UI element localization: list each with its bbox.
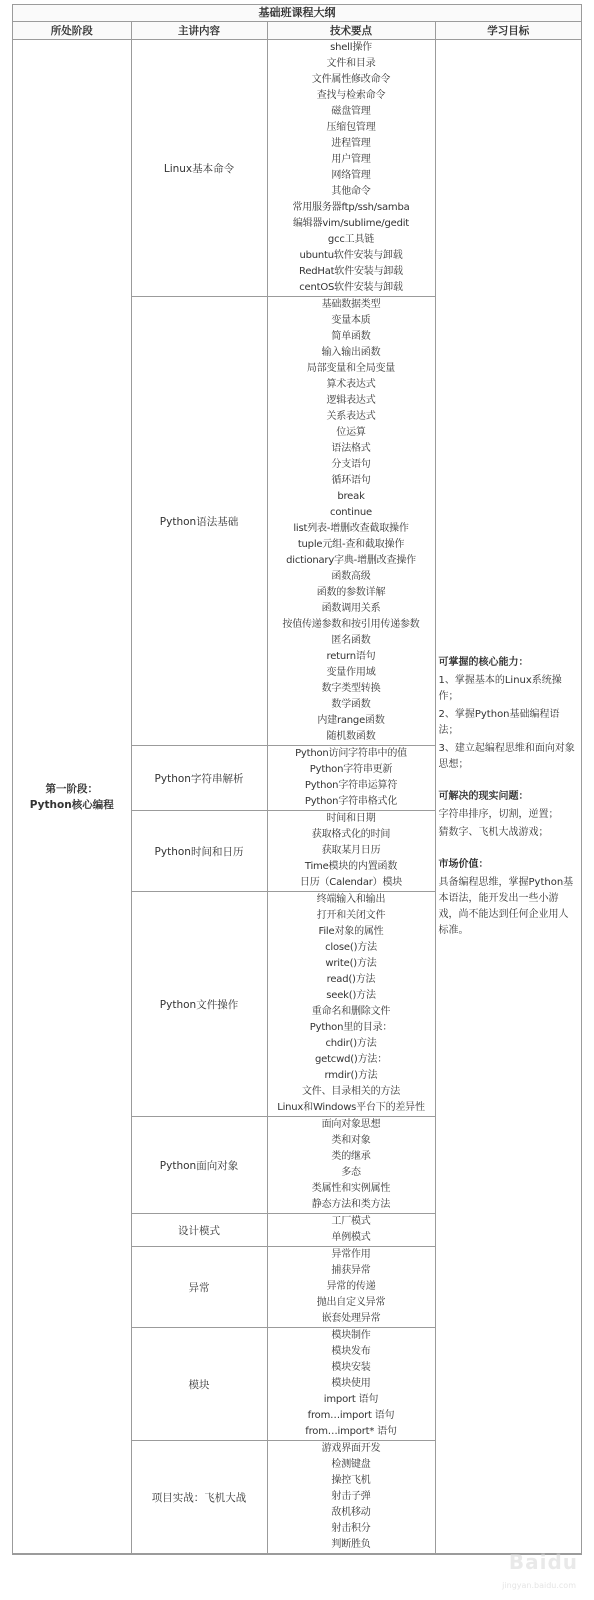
point-item: 内建range函数: [317, 715, 385, 726]
core-ability-heading: 可掌握的核心能力：: [438, 656, 529, 668]
point-item: 变量作用域: [326, 667, 376, 678]
point-item: 变量本质: [331, 315, 371, 326]
point-item: 用户管理: [331, 154, 371, 165]
point-item: 操控飞机: [331, 1475, 371, 1486]
point-item: 模块发布: [331, 1346, 371, 1357]
point-item: 数学函数: [331, 699, 371, 710]
point-item: import 语句: [323, 1394, 379, 1405]
points-cell: [267, 297, 435, 746]
point-item: from…import* 语句: [305, 1426, 397, 1437]
module-row: [13, 40, 581, 297]
point-item: 分支语句: [331, 459, 371, 470]
point-item: 捕获异常: [331, 1265, 371, 1276]
point-item: 重命名和删除文件: [311, 1006, 391, 1017]
topic-cell: 项目实战：飞机大战: [131, 1441, 267, 1554]
point-item: 游戏界面开发: [321, 1443, 381, 1454]
outline-title: 基础班课程大纲: [13, 5, 581, 22]
market-value-heading: 市场价值：: [438, 858, 489, 870]
point-item: 按值传递参数和按引用传递参数: [282, 619, 420, 630]
solvable-problems-heading: 可解决的现实问题：: [438, 790, 529, 802]
points-cell: [267, 1441, 435, 1554]
point-item: 位运算: [336, 427, 366, 438]
point-item: 静态方法和类方法: [311, 1199, 391, 1210]
points-cell: [267, 1247, 435, 1328]
point-item: 类属性和实例属性: [311, 1183, 391, 1194]
point-item: Python字符串运算符: [304, 780, 398, 791]
point-item: 射击子弹: [331, 1491, 371, 1502]
topic-cell: Python语法基础: [131, 297, 267, 746]
topic-cell: 异常: [131, 1247, 267, 1328]
point-item: 终端输入和输出: [316, 894, 386, 905]
point-item: 工厂模式: [331, 1216, 371, 1227]
header-content: 主讲内容: [131, 22, 267, 40]
point-item: RedHat软件安装与卸载: [299, 266, 403, 277]
point-item: getcwd()方法：: [314, 1054, 388, 1065]
point-item: File对象的属性: [318, 926, 384, 937]
point-item: 文件和目录: [326, 58, 376, 69]
point-item: 匿名函数: [331, 635, 371, 646]
point-item: gcc工具链: [327, 234, 375, 245]
points-cell: [267, 1214, 435, 1247]
point-item: list列表-增删改查截取操作: [293, 523, 409, 534]
point-item: 类和对象: [331, 1135, 371, 1146]
point-item: 获取格式化的时间: [311, 829, 391, 840]
points-cell: [267, 746, 435, 811]
points-cell: [267, 40, 435, 297]
point-item: 函数高级: [331, 571, 371, 582]
point-item: write()方法: [325, 958, 377, 969]
point-item: Python字符串更新: [309, 764, 393, 775]
point-item: 文件属性修改命令: [311, 74, 391, 85]
core-ability-item: 2、掌握Python基础编程语法；: [438, 708, 560, 736]
stage-name: Python核心编程: [29, 798, 114, 811]
point-item: 射击积分: [331, 1523, 371, 1534]
point-item: 其他命令: [331, 186, 371, 197]
point-item: 基础数据类型: [321, 299, 381, 310]
point-item: 函数的参数详解: [316, 587, 386, 598]
point-item: chdir()方法: [325, 1038, 377, 1049]
point-item: continue: [330, 507, 372, 518]
points-cell: [267, 811, 435, 892]
point-item: seek()方法: [326, 990, 376, 1001]
point-item: 类的继承: [331, 1151, 371, 1162]
point-item: Python访问字符串中的值: [295, 748, 407, 759]
points-cell: [267, 1328, 435, 1441]
header-stage: 所处阶段: [13, 22, 131, 40]
solvable-problems-item: 字符串排序，切割，逆置；: [438, 808, 559, 820]
point-item: 面向对象思想: [321, 1119, 381, 1130]
point-item: rmdir()方法: [324, 1070, 378, 1081]
point-item: 数字类型转换: [321, 683, 381, 694]
point-item: return语句: [326, 651, 376, 662]
point-item: from…import 语句: [307, 1410, 395, 1421]
core-ability-item: 3、建立起编程思维和面向对象思想；: [438, 742, 575, 770]
point-item: 打开和关闭文件: [316, 910, 386, 921]
course-outline-table: [13, 22, 581, 1554]
solvable-problems-item: 猜数字、飞机大战游戏；: [438, 826, 549, 838]
point-item: 查找与检索命令: [316, 90, 386, 101]
point-item: 编辑器vim/sublime/gedit: [292, 218, 410, 229]
point-item: 获取某月日历: [321, 845, 381, 856]
topic-cell: Python字符串解析: [131, 746, 267, 811]
point-item: 网络管理: [331, 170, 371, 181]
point-item: 常用服务器ftp/ssh/samba: [292, 202, 410, 213]
header-goals: 学习目标: [435, 22, 581, 40]
points-cell: [267, 1117, 435, 1214]
point-item: 输入输出函数: [321, 347, 381, 358]
course-outline-frame: [12, 4, 582, 1555]
point-item: 抛出自定义异常: [316, 1297, 386, 1308]
point-item: 语法格式: [331, 443, 371, 454]
point-item: Python里的目录：: [309, 1022, 393, 1033]
topic-cell: Python面向对象: [131, 1117, 267, 1214]
topic-cell: Python文件操作: [131, 892, 267, 1117]
point-item: ubuntu软件安装与卸载: [299, 250, 403, 261]
point-item: 磁盘管理: [331, 106, 371, 117]
market-value-item: 具备编程思维，掌握Python基本语法，能开发出一些小游戏，尚不能达到任何企业用人标准。: [438, 876, 574, 936]
point-item: Linux和Windows平台下的差异性: [277, 1102, 425, 1113]
point-item: 进程管理: [331, 138, 371, 149]
point-item: 模块安装: [331, 1362, 371, 1373]
goals-cell: [435, 40, 581, 1554]
point-item: Python字符串格式化: [304, 796, 398, 807]
header-row: [13, 22, 581, 40]
core-ability-item: 1、掌握基本的Linux系统操作；: [438, 674, 562, 702]
topic-cell: Python时间和日历: [131, 811, 267, 892]
topic-cell: Linux基本命令: [131, 40, 267, 297]
topic-cell: 设计模式: [131, 1214, 267, 1247]
point-item: 时间和日期: [326, 813, 376, 824]
stage-cell: [13, 40, 131, 1554]
topic-cell: 模块: [131, 1328, 267, 1441]
point-item: 逻辑表达式: [326, 395, 376, 406]
point-item: tuple元组-查和截取操作: [297, 539, 405, 550]
point-item: 压缩包管理: [326, 122, 376, 133]
point-item: read()方法: [326, 974, 376, 985]
point-item: centOS软件安装与卸载: [299, 282, 403, 293]
point-item: 局部变量和全局变量: [306, 363, 396, 374]
point-item: 判断胜负: [331, 1539, 371, 1550]
point-item: 单例模式: [331, 1232, 371, 1243]
point-item: shell操作: [330, 42, 372, 53]
points-cell: [267, 892, 435, 1117]
point-item: break: [337, 491, 365, 502]
point-item: 文件、目录相关的方法: [302, 1086, 400, 1097]
point-item: 日历（Calendar）模块: [299, 877, 403, 888]
point-item: 检测键盘: [331, 1459, 371, 1470]
stage-label: 第一阶段：: [45, 782, 98, 795]
point-item: 嵌套处理异常: [321, 1313, 381, 1324]
point-item: 函数调用关系: [321, 603, 381, 614]
outline-body: [13, 40, 581, 1554]
point-item: 模块制作: [331, 1330, 371, 1341]
baidu-watermark-logo: Baidu jingyan.baidu.com: [502, 1550, 578, 1590]
point-item: 敌机移动: [331, 1507, 371, 1518]
point-item: dictionary字典-增删改查操作: [286, 555, 416, 566]
point-item: 异常的传递: [326, 1281, 376, 1292]
point-item: Time模块的内置函数: [304, 861, 398, 872]
point-item: close()方法: [325, 942, 377, 953]
point-item: 多态: [341, 1167, 361, 1178]
point-item: 简单函数: [331, 331, 371, 342]
point-item: 随机数函数: [326, 731, 376, 742]
point-item: 算术表达式: [326, 379, 376, 390]
point-item: 模块使用: [331, 1378, 371, 1389]
point-item: 关系表达式: [326, 411, 376, 422]
point-item: 异常作用: [331, 1249, 371, 1260]
point-item: 循环语句: [331, 475, 371, 486]
header-points: 技术要点: [267, 22, 435, 40]
